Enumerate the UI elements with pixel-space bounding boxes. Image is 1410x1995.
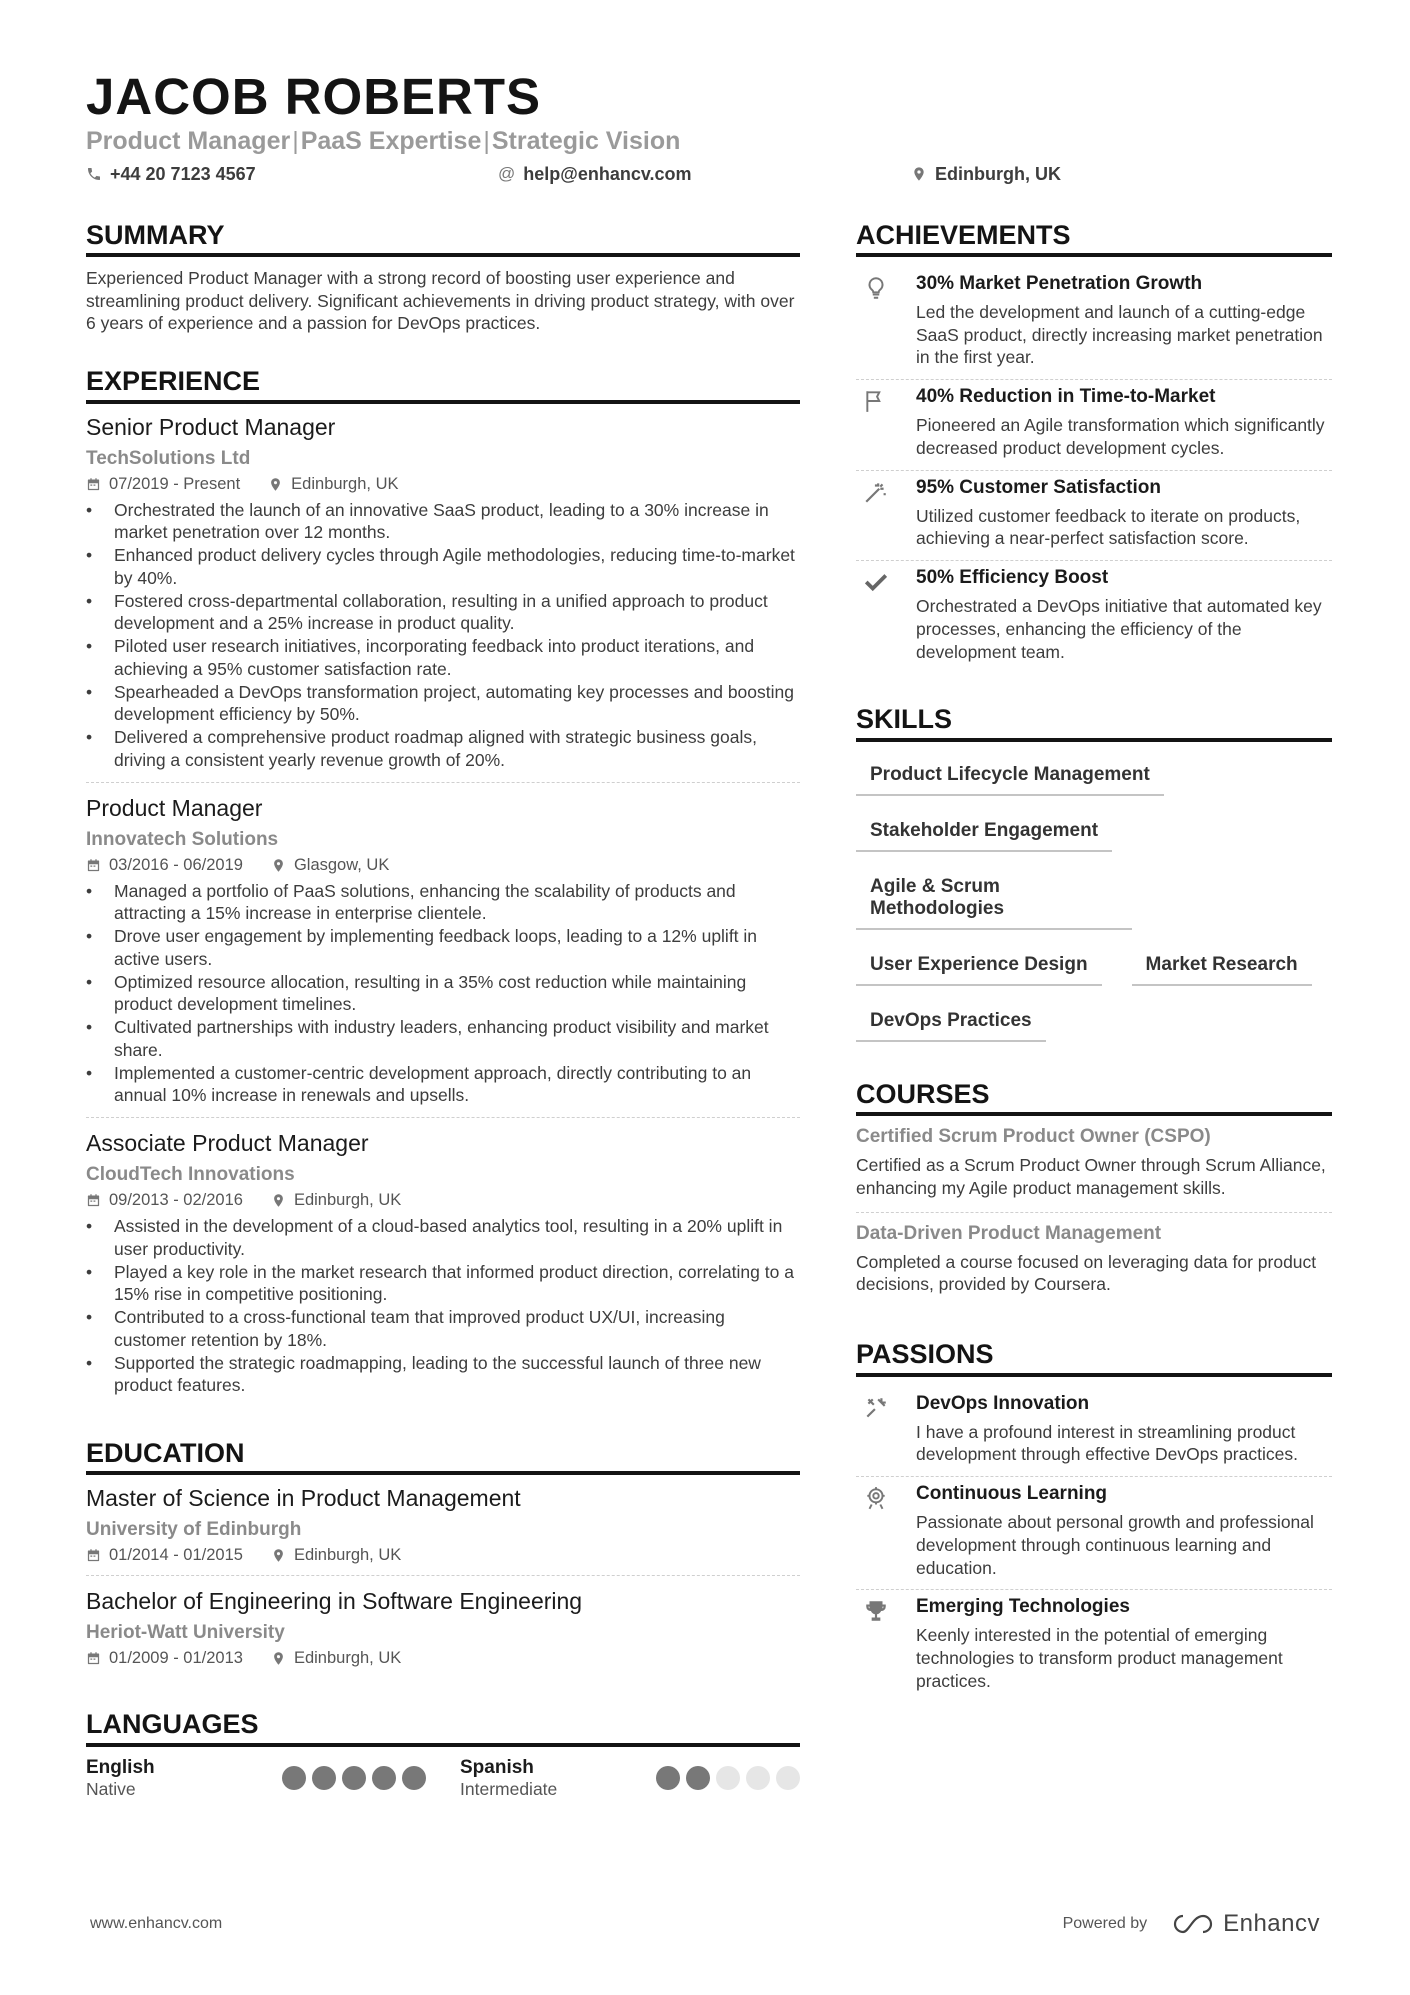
languages-section [86, 1708, 800, 1799]
job-bullet: • Optimized resource allocation, resulting in a 35% cost reduction while maintaining product development timelines. [86, 971, 800, 1017]
flag-icon [863, 388, 889, 414]
contact-bar [86, 164, 1332, 185]
passion-item [856, 1477, 1332, 1590]
location-pin-icon [271, 1651, 286, 1666]
education-section [86, 1437, 800, 1678]
email-address: help@enhancv.com [523, 163, 692, 184]
achievement-text: Utilized customer feedback to iterate on products, achieving a near-perfect satisfaction score. [916, 505, 1301, 549]
phone-icon [86, 166, 102, 182]
tagline-vision: Strategic Vision [491, 126, 681, 155]
school-name: University of Edinburgh [86, 1519, 302, 1541]
job-bullet: • Implemented a customer-centric development approach, directly contributing to an annual 10% increase in renewals and upsells. [86, 1062, 800, 1108]
tagline: Product Manager|PaaS Expertise|Strategic Vision [86, 126, 681, 155]
summary-text: Experienced Product Manager with a strong record of boosting user experience and streamlining product delivery. Significant achievements in driving product strategy, with over 6 years of experience and a passion for DevOps practices. [86, 267, 795, 334]
location-pin-icon [271, 1548, 286, 1563]
footer [90, 1910, 1320, 1938]
achievement-item [856, 267, 1332, 380]
education-location: Edinburgh, UK [293, 1649, 402, 1668]
proficiency-dot-filled [656, 1766, 680, 1790]
contact-phone[interactable] [86, 164, 498, 185]
enhancv-logo[interactable] [1171, 1910, 1320, 1938]
language-level: Native [86, 1778, 136, 1799]
right-column [856, 219, 1332, 1830]
education-entry [86, 1485, 800, 1576]
tagline-expertise: PaaS Expertise [300, 126, 482, 155]
job-bullet: • Delivered a comprehensive product roadmap aligned with strategic business goals, driving a consistent yearly revenue growth of 20%. [86, 726, 800, 772]
location-pin-icon [271, 858, 286, 873]
proficiency-dot-empty [716, 1766, 740, 1790]
degree-title: Master of Science in Product Management [86, 1485, 521, 1512]
proficiency-dot-filled [402, 1766, 426, 1790]
skill-tag: DevOps Practices [856, 1010, 1046, 1042]
job-title: Product Manager [86, 794, 263, 821]
footer-website-link[interactable]: www.enhancv.com [90, 1915, 223, 1932]
candidate-name: JACOB ROBERTS [86, 68, 542, 125]
education-dates: 01/2014 - 01/2015 [109, 1546, 243, 1565]
contact-email[interactable] [498, 164, 911, 185]
calendar-icon [86, 1548, 101, 1563]
achievement-text: Pioneered an Agile transformation which significantly decreased product development cycles. [916, 415, 1325, 458]
job-location: Edinburgh, UK [293, 1191, 402, 1210]
job-location: Glasgow, UK [293, 855, 390, 874]
checkmark-icon [863, 569, 889, 595]
job-dates: 07/2019 - Present [109, 474, 241, 493]
education-heading: EDUCATION [86, 1437, 800, 1475]
languages-heading: LANGUAGES [86, 1708, 800, 1746]
course-text: Completed a course focused on leveraging data for product decisions, provided by Coursera. [856, 1251, 1317, 1295]
achievement-item [856, 471, 1332, 562]
proficiency-dot-empty [776, 1766, 800, 1790]
lightbulb-icon [863, 275, 889, 301]
passion-item [856, 1590, 1332, 1702]
achievements-heading: ACHIEVEMENTS [856, 219, 1332, 257]
language-level: Intermediate [460, 1778, 558, 1799]
job-bullet: • Fostered cross-departmental collaboration, resulting in a unified approach to product development and a 25% increase in product quality. [86, 590, 800, 636]
job-bullet: • Cultivated partnerships with industry leaders, enhancing product visibility and market share. [86, 1016, 800, 1062]
job-bullet: • Contributed to a cross-functional team that improved product UX/UI, increasing customer retention by 18%. [86, 1306, 800, 1352]
achievements-section [856, 219, 1332, 674]
language-name: Spanish [460, 1756, 534, 1778]
passion-title: DevOps Innovation [916, 1392, 1090, 1414]
achievement-title: 40% Reduction in Time-to-Market [916, 386, 1216, 408]
skills-heading: SKILLS [856, 703, 1332, 741]
job-dates: 09/2013 - 02/2016 [109, 1191, 243, 1210]
language-item [460, 1757, 800, 1800]
passion-title: Continuous Learning [916, 1483, 1108, 1505]
location-pin-icon [271, 1193, 286, 1208]
at-icon: @ [498, 164, 516, 184]
enhancv-logo-icon [1171, 1912, 1217, 1936]
job-entry [86, 795, 800, 1119]
company-name: CloudTech Innovations [86, 1164, 295, 1186]
job-title: Associate Product Manager [86, 1130, 369, 1157]
calendar-icon [86, 1651, 101, 1666]
achievement-text: Orchestrated a DevOps initiative that automated key processes, enhancing the efficiency of the development team. [916, 596, 1322, 662]
job-entry [86, 1130, 800, 1407]
calendar-icon [86, 1193, 101, 1208]
passion-item [856, 1387, 1332, 1478]
courses-section [856, 1078, 1332, 1308]
achievement-title: 95% Customer Satisfaction [916, 476, 1161, 498]
degree-title: Bachelor of Engineering in Software Engineering [86, 1588, 583, 1615]
experience-heading: EXPERIENCE [86, 365, 800, 403]
language-name: English [86, 1756, 155, 1778]
skills-section [856, 703, 1332, 1047]
education-location: Edinburgh, UK [293, 1546, 402, 1565]
passion-text: Passionate about personal growth and professional development through continuous learning and education. [916, 1512, 1314, 1578]
job-location: Edinburgh, UK [291, 474, 399, 493]
proficiency-dot-filled [282, 1766, 306, 1790]
job-dates: 03/2016 - 06/2019 [109, 855, 243, 874]
proficiency-dot-filled [342, 1766, 366, 1790]
job-bullet: • Orchestrated the launch of an innovative SaaS product, leading to a 30% increase in market penetration over 12 months. [86, 499, 800, 545]
skill-tag: Stakeholder Engagement [856, 820, 1112, 852]
passion-text: Keenly interested in the potential of emerging technologies to transform product management practices. [916, 1625, 1283, 1691]
proficiency-dot-filled [686, 1766, 710, 1790]
job-entry [86, 414, 800, 783]
calendar-icon [86, 477, 101, 492]
powered-by-label: Powered by [1062, 1915, 1148, 1932]
job-bullet: • Played a key role in the market research that informed product direction, correlating to a 15% rise in competitive positioning. [86, 1261, 800, 1307]
course-title: Data-Driven Product Management [856, 1222, 1162, 1244]
achievement-title: 50% Efficiency Boost [916, 567, 1109, 589]
devops-tools-icon [863, 1395, 889, 1421]
school-name: Heriot-Watt University [86, 1622, 285, 1644]
skill-tag: Agile & Scrum Methodologies [856, 876, 1132, 930]
magic-wand-icon [863, 479, 889, 505]
location-pin-icon [911, 166, 927, 182]
location-pin-icon [268, 477, 283, 492]
job-bullet: • Assisted in the development of a cloud-based analytics tool, resulting in a 20% uplift in user productivity. [86, 1215, 800, 1261]
education-dates: 01/2009 - 01/2013 [109, 1649, 243, 1668]
job-title: Senior Product Manager [86, 413, 336, 440]
company-name: TechSolutions Ltd [86, 447, 251, 469]
calendar-icon [86, 858, 101, 873]
proficiency-dots [282, 1766, 426, 1790]
proficiency-dots [656, 1766, 800, 1790]
resume-page [86, 70, 1332, 1830]
course-item [856, 1213, 1332, 1309]
enhancv-brand-name: Enhancv [1223, 1910, 1320, 1937]
passion-text: I have a profound interest in streamlining product development through effective DevOps practices. [916, 1421, 1298, 1465]
contact-location [911, 164, 1061, 185]
phone-number: +44 20 7123 4567 [110, 163, 256, 184]
company-name: Innovatech Solutions [86, 828, 279, 850]
summary-heading: SUMMARY [86, 219, 800, 257]
education-entry [86, 1588, 800, 1678]
course-text: Certified as a Scrum Product Owner through Scrum Alliance, enhancing my Agile product management skills. [856, 1155, 1326, 1198]
job-bullet: • Spearheaded a DevOps transformation project, automating key processes and boosting development efficiency by 50%. [86, 681, 800, 727]
proficiency-dot-filled [312, 1766, 336, 1790]
trophy-icon [863, 1598, 889, 1624]
job-bullet: • Piloted user research initiatives, incorporating feedback into product iterations, and achieving a 95% customer satisfaction rate. [86, 635, 800, 681]
left-column [86, 219, 800, 1830]
language-item [86, 1757, 426, 1800]
experience-section [86, 365, 800, 1407]
skill-tag: Market Research [1132, 954, 1312, 986]
achievement-title: 30% Market Penetration Growth [916, 272, 1203, 294]
summary-section [86, 219, 800, 336]
proficiency-dot-filled [372, 1766, 396, 1790]
location-text: Edinburgh, UK [935, 163, 1061, 184]
passion-title: Emerging Technologies [916, 1596, 1130, 1618]
courses-heading: COURSES [856, 1078, 1332, 1116]
job-bullet: • Drove user engagement by implementing feedback loops, leading to a 12% uplift in active users. [86, 925, 800, 971]
tagline-role: Product Manager [86, 126, 291, 155]
learning-gear-icon [863, 1485, 889, 1511]
passions-section [856, 1338, 1332, 1702]
achievement-text: Led the development and launch of a cutting-edge SaaS product, directly increasing market penetration in the first year. [916, 301, 1323, 368]
passions-heading: PASSIONS [856, 1338, 1332, 1376]
skill-tag: User Experience Design [856, 954, 1102, 986]
skill-tag: Product Lifecycle Management [856, 764, 1164, 796]
course-item [856, 1126, 1332, 1213]
course-title: Certified Scrum Product Owner (CSPO) [856, 1126, 1211, 1148]
job-bullet: • Enhanced product delivery cycles through Agile methodologies, reducing time-to-market by 40%. [86, 544, 800, 590]
achievement-item [856, 380, 1332, 471]
job-bullet: • Supported the strategic roadmapping, leading to the successful launch of three new product features. [86, 1352, 800, 1398]
job-bullet: • Managed a portfolio of PaaS solutions, enhancing the scalability of products and attracting a 15% increase in enterprise clientele. [86, 880, 800, 926]
achievement-item [856, 561, 1332, 673]
proficiency-dot-empty [746, 1766, 770, 1790]
